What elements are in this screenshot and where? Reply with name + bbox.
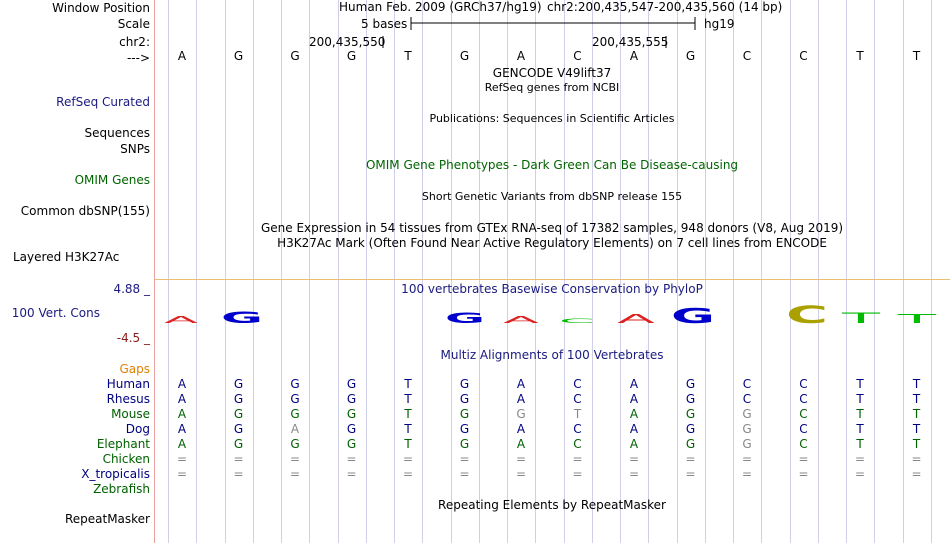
aligned-base: G [346,392,357,406]
base-grid-line [846,0,847,543]
aligned-base: G [685,422,696,436]
aligned-base: G [742,422,752,436]
logo-g-1: G [221,308,263,327]
assembly-text: Human Feb. 2009 (GRCh37/hg19) [339,0,542,14]
aligned-base: T [404,377,412,391]
aligned-base: C [573,377,582,391]
base-grid-line [705,0,706,543]
base-grid-line [338,0,339,543]
species-label[interactable]: Rhesus [106,392,150,406]
base-grid-line [479,0,480,543]
gencode-track-title[interactable]: GENCODE V49lift37 [492,66,612,80]
species-label[interactable]: X_tropicalis [81,467,150,481]
aligned-base: G [685,392,696,406]
reference-base: G [290,49,300,63]
aligned-base: G [290,407,300,421]
scale-bar-text: 5 bases [361,17,408,31]
multiz-track-title[interactable]: Multiz Alignments of 100 Vertebrates [440,348,664,362]
aligned-base: G [233,422,244,436]
reference-base: G [459,49,470,63]
reference-base: T [912,49,921,63]
reference-base: T [404,49,412,63]
repeatmasker-track-label[interactable]: RepeatMasker [64,512,150,526]
aligned-base: T [912,437,921,451]
logo-t-13: T [892,312,940,326]
base-grid-line [309,0,310,543]
window-position-label: Window Position [52,1,150,15]
base-grid-line [790,0,791,543]
chr-label: chr2: [119,35,150,49]
aligned-base: A [629,377,639,391]
base-grid-line [281,0,282,543]
species-label[interactable]: Chicken [102,452,150,466]
aligned-base: G [346,407,357,421]
aligned-base: = [628,452,640,466]
aligned-base: T [856,422,864,436]
aligned-base: T [912,407,921,421]
aligned-base: G [290,377,300,391]
aligned-base: = [289,467,301,481]
aligned-base: = [176,452,188,466]
cons-min-label: -4.5 _ [116,331,150,345]
aligned-base: A [516,377,526,391]
reference-base: T [856,49,864,63]
logo-a-6: A [503,315,540,326]
aligned-base: G [685,407,696,421]
aligned-base: = [346,467,357,481]
species-label[interactable]: Human [106,377,150,391]
base-grid-line [874,0,875,543]
aligned-base: T [404,422,412,436]
aligned-base: G [685,437,696,451]
coord2-text: 200,435,555 [592,35,669,49]
scale-label: Scale [117,17,150,31]
base-grid-line [366,0,367,543]
base-grid-line [196,0,197,543]
base-grid-line [818,0,819,543]
aligned-base: = [798,452,809,466]
aligned-base: = [572,467,583,481]
refseq-track-label[interactable]: RefSeq Curated [56,95,150,109]
aligned-base: = [798,467,809,481]
dbsnp-track-label[interactable]: Common dbSNP(155) [20,204,150,218]
aligned-base: C [799,407,808,421]
aligned-base: = [911,452,922,466]
aligned-base: A [629,392,639,406]
base-grid-line [168,0,169,543]
h3k27ac-track-title[interactable]: H3K27Ac Mark (Often Found Near Active Regulatory Elements) on 7 cell lines from ENCODE [277,236,827,250]
aligned-base: C [799,377,808,391]
aligned-base: = [685,467,696,481]
aligned-base: T [912,377,921,391]
aligned-base: = [346,452,357,466]
aligned-base: = [572,452,583,466]
omim-track-label[interactable]: OMIM Genes [74,173,150,187]
reference-base: G [685,49,696,63]
aligned-base: G [346,377,357,391]
track-label-column [0,0,155,543]
species-label[interactable]: Zebrafish [93,482,150,496]
aligned-base: G [290,392,300,406]
reference-base: A [177,49,187,63]
gtex-track-title[interactable]: Gene Expression in 54 tissues from GTEx RNA-seq of 17382 samples, 948 donors (V8, Aug 2019) [260,221,844,235]
reference-base: C [573,49,582,63]
reference-base: G [233,49,244,63]
aligned-base: T [404,392,412,406]
aligned-base: G [233,437,244,451]
logo-t-12: T [837,311,882,327]
scale-db-text: hg19 [704,17,735,31]
aligned-base: T [856,392,864,406]
scale-bar [155,0,950,60]
phylop-logo [155,290,950,350]
base-grid-line [620,0,621,543]
aligned-base: T [856,437,864,451]
aligned-base: A [177,407,187,421]
logo-a-8: A [617,312,659,326]
base-grid-line [225,0,226,543]
aligned-base: C [573,422,582,436]
aligned-base: = [741,467,753,481]
gaps-label: Gaps [119,362,150,376]
aligned-base: T [404,407,412,421]
aligned-base: A [629,437,639,451]
logo-g-9: G [671,304,715,328]
sequences-track-label[interactable]: Sequences [84,126,150,140]
aligned-base: C [573,437,582,451]
aligned-base: A [629,407,639,421]
base-grid-line [648,0,649,543]
aligned-base: = [628,467,640,481]
track-separator [155,279,950,280]
repeatmasker-track-title[interactable]: Repeating Elements by RepeatMasker [438,498,666,512]
aligned-base: = [402,452,414,466]
aligned-base: C [799,422,808,436]
species-label[interactable]: Elephant [96,437,150,451]
base-grid-line [761,0,762,543]
aligned-base: T [912,422,921,436]
aligned-base: C [799,392,808,406]
logo-a-0: A [164,315,199,326]
cons-max-label: 4.88 _ [113,282,150,296]
aligned-base: A [516,437,526,451]
aligned-base: = [741,452,753,466]
aligned-base: C [573,392,582,406]
aligned-base: G [346,422,357,436]
reference-base: A [629,49,639,63]
aligned-base: G [459,377,470,391]
base-grid-line [903,0,904,543]
aligned-base: G [742,437,752,451]
base-grid-line [394,0,395,543]
aligned-base: G [233,392,244,406]
aligned-base: G [290,437,300,451]
dbsnp-track-title[interactable]: Short Genetic Variants from dbSNP release 155 [421,190,683,203]
base-grid-line [253,0,254,543]
aligned-base: = [176,467,188,481]
position-text: chr2:200,435,547-200,435,560 (14 bp) [547,0,783,14]
coord1-text: 200,435,550 [309,35,386,49]
aligned-base: G [516,407,526,421]
aligned-base: = [459,467,470,481]
base-grid-line [422,0,423,543]
aligned-base: G [459,437,470,451]
aligned-base: A [177,437,187,451]
aligned-base: A [290,422,300,436]
logo-c-7: C [559,318,595,325]
aligned-base: G [459,407,470,421]
snps-track-label[interactable]: SNPs [120,142,150,156]
strand-label[interactable]: ---> [126,51,150,65]
aligned-base: G [742,407,752,421]
aligned-base: = [233,452,244,466]
reference-base: C [742,49,752,63]
aligned-base: G [685,377,696,391]
aligned-base: = [685,452,696,466]
reference-base: G [346,49,357,63]
h3k27ac-track-label[interactable]: Layered H3K27Ac [13,250,120,264]
aligned-base: G [346,437,357,451]
cons-track-label[interactable]: 100 Vert. Cons [11,306,100,320]
aligned-base: T [912,392,921,406]
aligned-base: A [177,392,187,406]
aligned-base: = [515,452,527,466]
aligned-base: T [573,407,582,421]
reference-base: A [516,49,526,63]
species-label[interactable]: Mouse [111,407,150,421]
aligned-base: T [856,377,864,391]
species-label[interactable]: Dog [125,422,150,436]
aligned-base: = [854,467,866,481]
aligned-base: = [854,452,866,466]
track-data-area[interactable] [155,0,950,543]
base-grid-line [451,0,452,543]
base-grid-line [677,0,678,543]
reference-base: C [799,49,808,63]
aligned-base: A [177,422,187,436]
phylop-track-title[interactable]: 100 vertebrates Basewise Conservation by PhyloP [401,282,703,296]
aligned-base: G [459,392,470,406]
aligned-base: G [233,377,244,391]
aligned-base: C [799,437,808,451]
aligned-base: C [742,377,752,391]
logo-c-11: C [786,301,828,329]
aligned-base: A [629,422,639,436]
aligned-base: G [459,422,470,436]
aligned-base: A [177,377,187,391]
aligned-base: A [516,422,526,436]
base-grid-line [733,0,734,543]
aligned-base: = [233,467,244,481]
aligned-base: C [742,392,752,406]
refseq-track-title[interactable]: RefSeq genes from NCBI [484,81,620,94]
aligned-base: T [856,407,864,421]
aligned-base: = [515,467,527,481]
pubs-track-title[interactable]: Publications: Sequences in Scientific Articles [429,112,675,125]
aligned-base: T [404,437,412,451]
aligned-base: = [402,467,414,481]
logo-g-5: G [445,311,485,327]
aligned-base: G [233,407,244,421]
omim-track-title[interactable]: OMIM Gene Phenotypes - Dark Green Can Be Disease-causing [365,158,739,172]
aligned-base: = [911,467,922,481]
aligned-base: = [459,452,470,466]
aligned-base: = [289,452,301,466]
base-grid-line [931,0,932,543]
aligned-base: A [516,392,526,406]
